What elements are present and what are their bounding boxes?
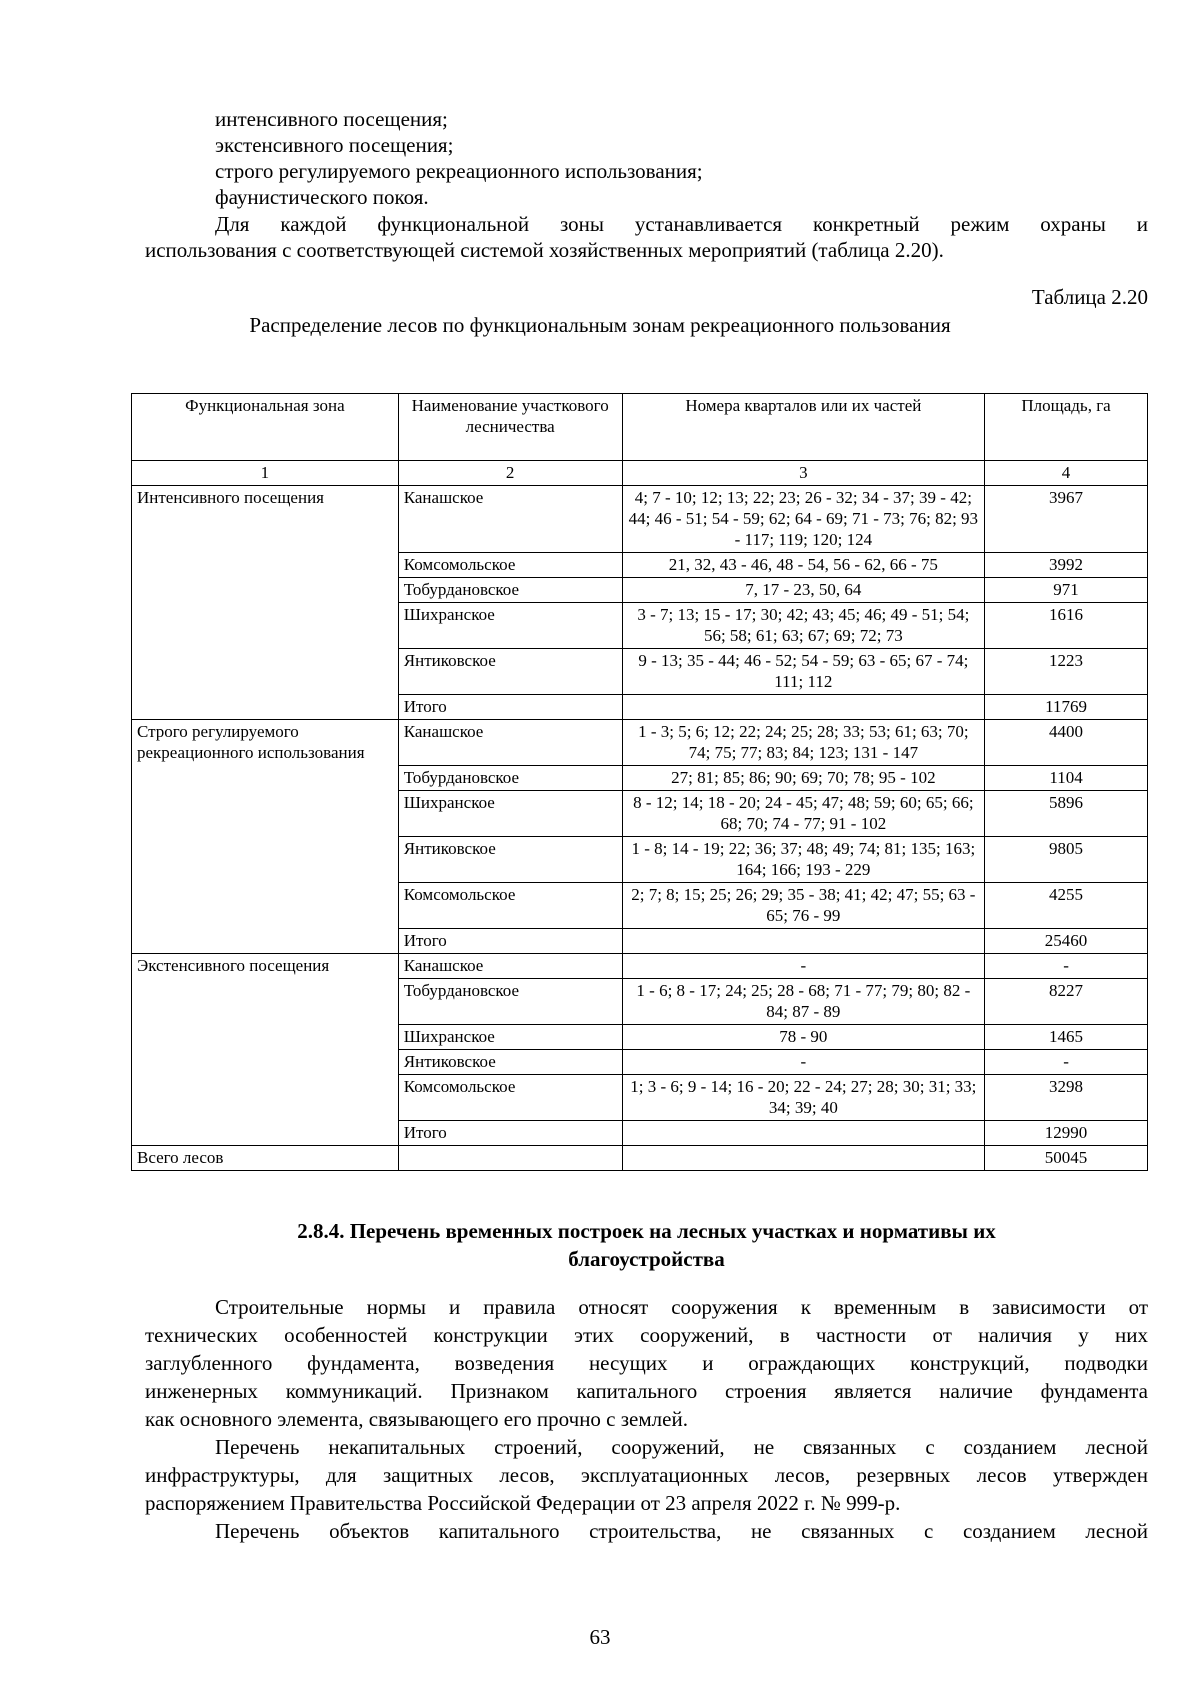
total-row [132, 1146, 1148, 1171]
quarter-numbers: 3 - 7; 13; 15 - 17; 30; 42; 43; 45; 46; 49 - 51; 54; 56; 58; 61; 63; 67; 69; 72; 73 [622, 603, 985, 649]
quarter-numbers: 27; 81; 85; 86; 90; 69; 70; 78; 95 - 102 [622, 766, 985, 791]
area-value: 3992 [985, 553, 1148, 578]
quarter-numbers: - [622, 1050, 985, 1075]
column-header: Функциональная зона [132, 394, 399, 461]
forestry-name: Комсомольское [398, 553, 622, 578]
forestry-name: Янтиковское [398, 837, 622, 883]
forestry-name: Тобурдановское [398, 766, 622, 791]
area-value: 9805 [985, 837, 1148, 883]
forestry-name: Итого [398, 695, 622, 720]
paragraph-line: технических особенностей конструкции этих сооружений, в частности от наличия у них [145, 1323, 1148, 1347]
quarter-numbers: 8 - 12; 14; 18 - 20; 24 - 45; 47; 48; 59; 60; 65; 66; 68; 70; 74 - 77; 91 - 102 [622, 791, 985, 837]
table-label: Таблица 2.20 [1031, 285, 1148, 309]
area-value: 971 [985, 578, 1148, 603]
forestry-name: Канашское [398, 720, 622, 766]
list-item: интенсивного посещения; [215, 107, 448, 131]
quarter-numbers: 1 - 3; 5; 6; 12; 22; 24; 25; 28; 33; 53; 61; 63; 70; 74; 75; 77; 83; 84; 123; 131 - 147 [622, 720, 985, 766]
area-value: 3298 [985, 1075, 1148, 1121]
forestry-name: Канашское [398, 954, 622, 979]
paragraph-line: использования с соответствующей системой хозяйственных мероприятий (таблица 2.20). [145, 238, 944, 262]
forest-distribution-table [131, 393, 1148, 1171]
section-heading-line: 2.8.4. Перечень временных построек на лесных участках и нормативы их [297, 1219, 996, 1243]
paragraph-line: заглубленного фундамента, возведения несущих и ограждающих конструкций, подводки [145, 1351, 1148, 1375]
zone-name: Интенсивного посещения [132, 486, 399, 720]
paragraph-line: Строительные нормы и правила относят сооружения к временным в зависимости от [215, 1295, 1148, 1319]
forestry-name: Янтиковское [398, 649, 622, 695]
quarter-numbers [622, 1121, 985, 1146]
section-heading-line: благоустройства [568, 1247, 725, 1271]
paragraph-line: Перечень объектов капитального строительства, не связанных с созданием лесной [215, 1519, 1148, 1543]
table-title: Распределение лесов по функциональным зонам рекреационного пользования [249, 313, 951, 337]
area-value: 3967 [985, 486, 1148, 553]
area-value: 11769 [985, 695, 1148, 720]
list-item: экстенсивного посещения; [215, 133, 454, 157]
column-header: Площадь, га [985, 394, 1148, 461]
forestry-name: Тобурдановское [398, 578, 622, 603]
table-header-row [132, 394, 1148, 461]
quarter-numbers: 78 - 90 [622, 1025, 985, 1050]
column-header: Номера кварталов или их частей [622, 394, 985, 461]
area-value: 4255 [985, 883, 1148, 929]
zone-name: Экстенсивного посещения [132, 954, 399, 1146]
forestry-name: Тобурдановское [398, 979, 622, 1025]
quarter-numbers: 4; 7 - 10; 12; 13; 22; 23; 26 - 32; 34 - 37; 39 - 42; 44; 46 - 51; 54 - 59; 62; 64 - 69; 71 - 73; 76; 82; 93 - 117; 119; 120; 124 [622, 486, 985, 553]
forestry-name: Шихранское [398, 603, 622, 649]
forestry-name: Канашское [398, 486, 622, 553]
area-value: 1465 [985, 1025, 1148, 1050]
paragraph-line: инженерных коммуникаций. Признаком капитального строения является наличие фундамента [145, 1379, 1148, 1403]
quarter-numbers: 7, 17 - 23, 50, 64 [622, 578, 985, 603]
list-item: строго регулируемого рекреационного использования; [215, 159, 703, 183]
area-value: 1223 [985, 649, 1148, 695]
quarter-numbers: 21, 32, 43 - 46, 48 - 54, 56 - 62, 66 - 75 [622, 553, 985, 578]
paragraph-line: как основного элемента, связывающего его прочно с землей. [145, 1407, 688, 1431]
column-number-row [132, 461, 1148, 486]
area-value: - [985, 954, 1148, 979]
area-value: 25460 [985, 929, 1148, 954]
table-row [132, 486, 1148, 553]
list-item: фаунистического покоя. [215, 185, 429, 209]
empty-cell [398, 1146, 622, 1171]
area-value: 1616 [985, 603, 1148, 649]
paragraph-line: распоряжением Правительства Российской Федерации от 23 апреля 2022 г. № 999-р. [145, 1491, 901, 1515]
column-number: 2 [398, 461, 622, 486]
forestry-name: Комсомольское [398, 883, 622, 929]
forestry-name: Шихранское [398, 791, 622, 837]
area-value: 5896 [985, 791, 1148, 837]
area-value: 8227 [985, 979, 1148, 1025]
table-row [132, 954, 1148, 979]
section-heading [145, 1217, 1148, 1273]
quarter-numbers: 9 - 13; 35 - 44; 46 - 52; 54 - 59; 63 - 65; 67 - 74; 111; 112 [622, 649, 985, 695]
page-number: 63 [589, 1625, 611, 1649]
quarter-numbers: 1 - 6; 8 - 17; 24; 25; 28 - 68; 71 - 77; 79; 80; 82 - 84; 87 - 89 [622, 979, 985, 1025]
forestry-name: Итого [398, 929, 622, 954]
forestry-name: Итого [398, 1121, 622, 1146]
forestry-name: Янтиковское [398, 1050, 622, 1075]
quarter-numbers [622, 695, 985, 720]
paragraph-line: Для каждой функциональной зоны устанавливается конкретный режим охраны и [215, 212, 1148, 236]
empty-cell [622, 1146, 985, 1171]
quarter-numbers: - [622, 954, 985, 979]
column-header: Наименование участкового лесничества [398, 394, 622, 461]
column-number: 4 [985, 461, 1148, 486]
paragraph-line: Перечень некапитальных строений, сооружений, не связанных с созданием лесной [215, 1435, 1148, 1459]
area-value: 4400 [985, 720, 1148, 766]
area-value: 12990 [985, 1121, 1148, 1146]
quarter-numbers: 2; 7; 8; 15; 25; 26; 29; 35 - 38; 41; 42; 47; 55; 63 - 65; 76 - 99 [622, 883, 985, 929]
area-value: - [985, 1050, 1148, 1075]
total-label: Всего лесов [132, 1146, 399, 1171]
quarter-numbers: 1; 3 - 6; 9 - 14; 16 - 20; 22 - 24; 27; 28; 30; 31; 33; 34; 39; 40 [622, 1075, 985, 1121]
column-number: 3 [622, 461, 985, 486]
total-area: 50045 [985, 1146, 1148, 1171]
quarter-numbers: 1 - 8; 14 - 19; 22; 36; 37; 48; 49; 74; 81; 135; 163; 164; 166; 193 - 229 [622, 837, 985, 883]
quarter-numbers [622, 929, 985, 954]
table-row [132, 720, 1148, 766]
area-value: 1104 [985, 766, 1148, 791]
forestry-name: Шихранское [398, 1025, 622, 1050]
forestry-name: Комсомольское [398, 1075, 622, 1121]
paragraph-line: инфраструктуры, для защитных лесов, эксплуатационных лесов, резервных лесов утвержден [145, 1463, 1148, 1487]
zone-name: Строго регулируемого рекреационного использования [132, 720, 399, 954]
column-number: 1 [132, 461, 399, 486]
